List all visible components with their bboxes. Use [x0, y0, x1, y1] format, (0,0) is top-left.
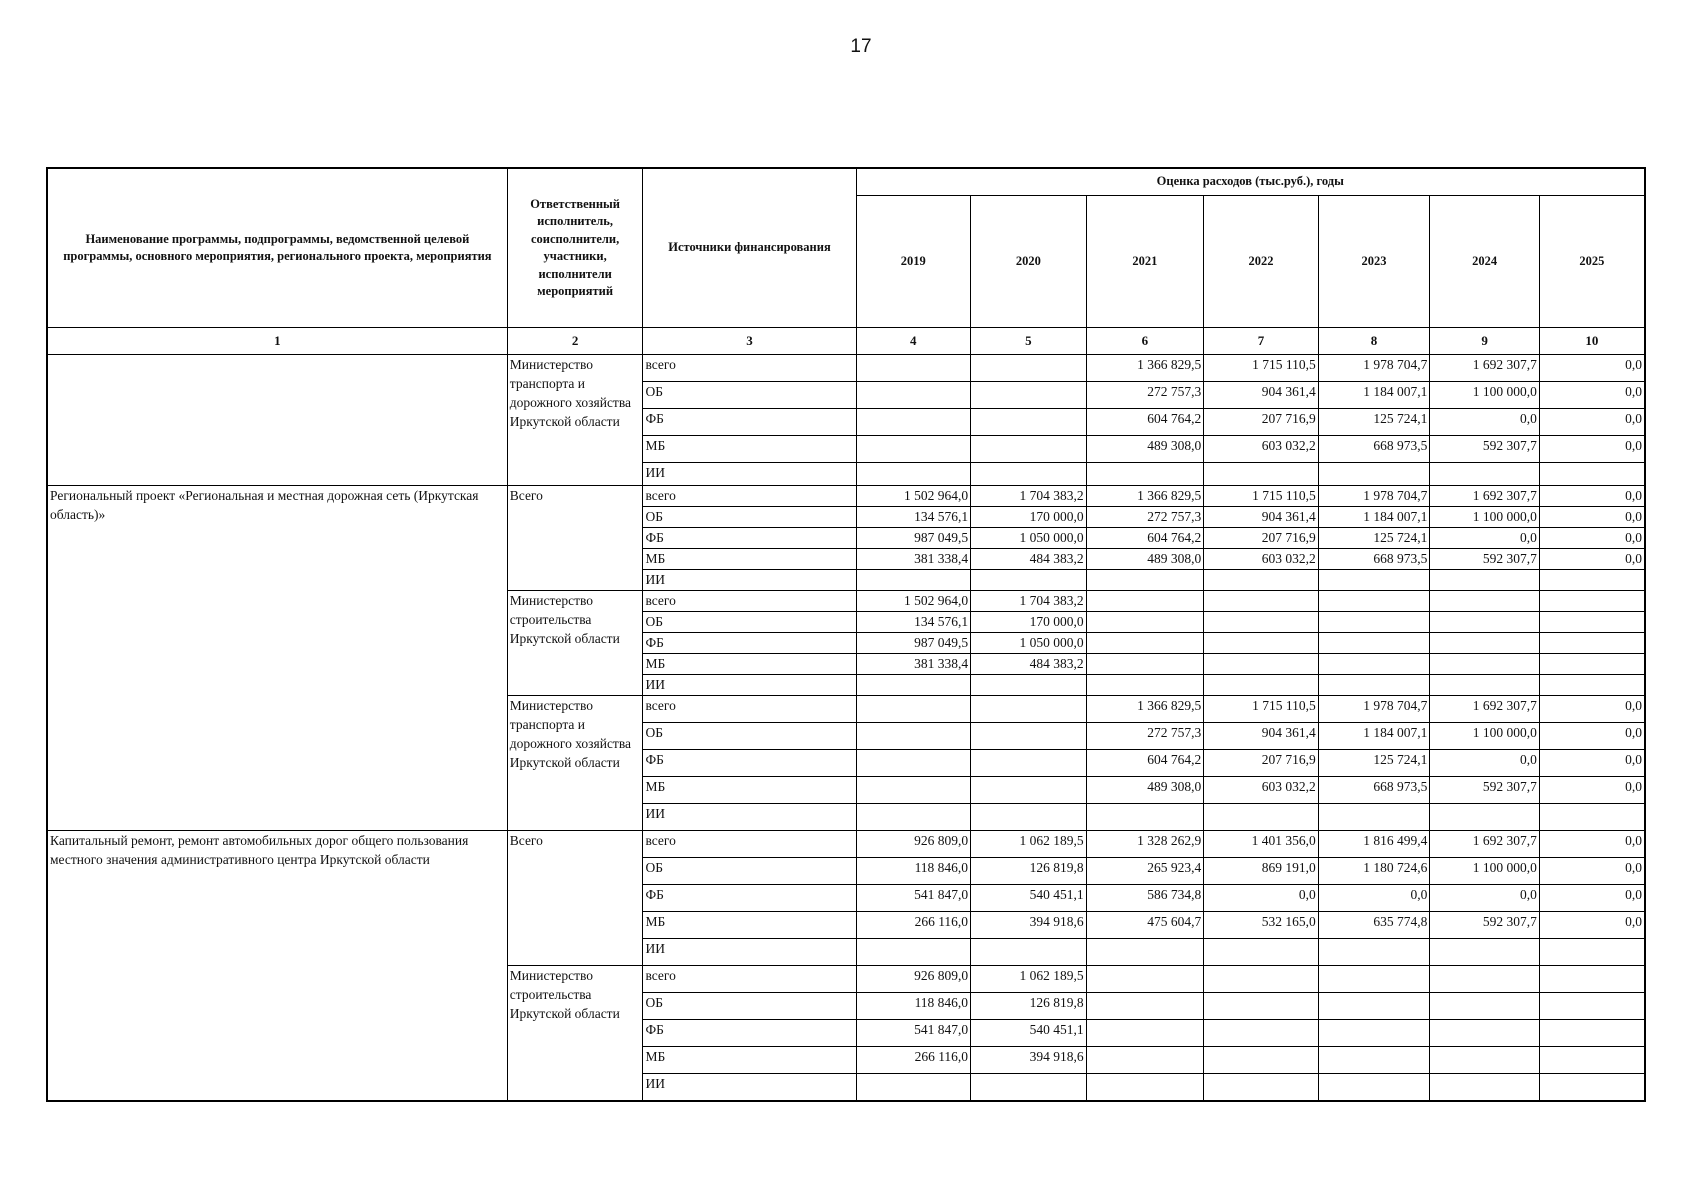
column-number: 1 [47, 328, 507, 355]
amount-cell: 604 764,2 [1086, 750, 1204, 777]
funding-source-cell: ОБ [643, 382, 856, 409]
amount-cell [1430, 463, 1540, 486]
amount-cell [1430, 993, 1540, 1020]
funding-source-cell: ИИ [643, 939, 856, 966]
amount-cell [1086, 633, 1204, 654]
amount-cell [971, 570, 1087, 591]
budget-table [46, 167, 1646, 1102]
table-row [47, 831, 1645, 858]
amount-cell [971, 463, 1087, 486]
amount-cell [1430, 591, 1540, 612]
header-year: 2020 [971, 196, 1087, 328]
funding-source-cell: всего [643, 591, 856, 612]
amount-cell: 0,0 [1539, 885, 1645, 912]
amount-cell: 1 184 007,1 [1318, 723, 1430, 750]
amount-cell: 266 116,0 [856, 1047, 971, 1074]
amount-cell: 394 918,6 [971, 912, 1087, 939]
funding-source-cell: ИИ [643, 804, 856, 831]
amount-cell: 125 724,1 [1318, 750, 1430, 777]
amount-cell [1318, 1047, 1430, 1074]
amount-cell: 170 000,0 [971, 507, 1087, 528]
amount-cell: 126 819,8 [971, 858, 1087, 885]
funding-source-cell: ИИ [643, 675, 856, 696]
amount-cell: 541 847,0 [856, 885, 971, 912]
amount-cell [1539, 654, 1645, 675]
amount-cell: 207 716,9 [1204, 528, 1319, 549]
amount-cell: 1 062 189,5 [971, 966, 1087, 993]
amount-cell [856, 570, 971, 591]
amount-cell: 869 191,0 [1204, 858, 1319, 885]
header-year: 2022 [1204, 196, 1319, 328]
amount-cell: 1 715 110,5 [1204, 486, 1319, 507]
amount-cell: 532 165,0 [1204, 912, 1319, 939]
amount-cell [971, 777, 1087, 804]
amount-cell [856, 804, 971, 831]
amount-cell [1430, 1074, 1540, 1102]
amount-cell [1204, 633, 1319, 654]
amount-cell [856, 777, 971, 804]
executor-cell: Министерство строительства Иркутской области [507, 591, 643, 696]
amount-cell: 592 307,7 [1430, 549, 1540, 570]
amount-cell [856, 1074, 971, 1102]
page-number: 17 [850, 36, 872, 57]
amount-cell: 1 978 704,7 [1318, 355, 1430, 382]
funding-source-cell: ОБ [643, 507, 856, 528]
header-funding-source: Источники финансирования [643, 168, 856, 328]
funding-source-cell: МБ [643, 654, 856, 675]
amount-cell [1204, 993, 1319, 1020]
amount-cell [1318, 993, 1430, 1020]
header-year: 2021 [1086, 196, 1204, 328]
funding-source-cell: ОБ [643, 858, 856, 885]
amount-cell: 540 451,1 [971, 1020, 1087, 1047]
amount-cell [1539, 993, 1645, 1020]
column-number: 3 [643, 328, 856, 355]
amount-cell: 0,0 [1539, 436, 1645, 463]
amount-cell: 266 116,0 [856, 912, 971, 939]
header-year: 2019 [856, 196, 971, 328]
amount-cell: 603 032,2 [1204, 436, 1319, 463]
amount-cell: 586 734,8 [1086, 885, 1204, 912]
amount-cell [1204, 654, 1319, 675]
executor-cell: Министерство транспорта и дорожного хозяйства Иркутской области [507, 696, 643, 831]
amount-cell: 926 809,0 [856, 831, 971, 858]
funding-source-cell: МБ [643, 912, 856, 939]
column-number: 4 [856, 328, 971, 355]
amount-cell: 207 716,9 [1204, 409, 1319, 436]
amount-cell [1086, 1074, 1204, 1102]
amount-cell: 1 978 704,7 [1318, 486, 1430, 507]
amount-cell: 0,0 [1539, 409, 1645, 436]
amount-cell: 489 308,0 [1086, 436, 1204, 463]
amount-cell: 381 338,4 [856, 549, 971, 570]
amount-cell: 635 774,8 [1318, 912, 1430, 939]
funding-source-cell: ОБ [643, 612, 856, 633]
amount-cell: 134 576,1 [856, 507, 971, 528]
amount-cell [1086, 804, 1204, 831]
column-number: 6 [1086, 328, 1204, 355]
amount-cell: 1 100 000,0 [1430, 723, 1540, 750]
amount-cell: 1 062 189,5 [971, 831, 1087, 858]
amount-cell: 1 715 110,5 [1204, 355, 1319, 382]
column-number: 2 [507, 328, 643, 355]
amount-cell: 0,0 [1204, 885, 1319, 912]
amount-cell: 1 050 000,0 [971, 528, 1087, 549]
program-name-cell: Региональный проект «Региональная и местная дорожная сеть (Иркутская область)» [47, 486, 507, 831]
table-header [47, 168, 1645, 355]
amount-cell [1430, 633, 1540, 654]
funding-source-cell: ОБ [643, 993, 856, 1020]
funding-source-cell: всего [643, 966, 856, 993]
amount-cell [1204, 1047, 1319, 1074]
amount-cell: 1 978 704,7 [1318, 696, 1430, 723]
amount-cell: 926 809,0 [856, 966, 971, 993]
amount-cell [856, 939, 971, 966]
amount-cell: 1 715 110,5 [1204, 696, 1319, 723]
amount-cell [1539, 463, 1645, 486]
amount-cell: 541 847,0 [856, 1020, 971, 1047]
amount-cell: 1 502 964,0 [856, 591, 971, 612]
header-year: 2024 [1430, 196, 1540, 328]
amount-cell [1539, 1074, 1645, 1102]
amount-cell: 603 032,2 [1204, 777, 1319, 804]
amount-cell [856, 696, 971, 723]
amount-cell [1086, 463, 1204, 486]
amount-cell [971, 1074, 1087, 1102]
amount-cell [1318, 633, 1430, 654]
funding-source-cell: МБ [643, 436, 856, 463]
column-number: 8 [1318, 328, 1430, 355]
amount-cell [856, 382, 971, 409]
amount-cell [1086, 1047, 1204, 1074]
amount-cell [1318, 966, 1430, 993]
amount-cell [1086, 612, 1204, 633]
amount-cell: 0,0 [1539, 696, 1645, 723]
amount-cell: 987 049,5 [856, 633, 971, 654]
amount-cell [1204, 612, 1319, 633]
funding-source-cell: всего [643, 355, 856, 382]
amount-cell: 1 502 964,0 [856, 486, 971, 507]
amount-cell: 0,0 [1539, 777, 1645, 804]
amount-cell: 484 383,2 [971, 549, 1087, 570]
funding-source-cell: ФБ [643, 885, 856, 912]
amount-cell: 489 308,0 [1086, 777, 1204, 804]
amount-cell: 0,0 [1539, 507, 1645, 528]
amount-cell: 1 184 007,1 [1318, 507, 1430, 528]
amount-cell [971, 409, 1087, 436]
amount-cell [1539, 675, 1645, 696]
amount-cell: 0,0 [1430, 528, 1540, 549]
amount-cell [856, 409, 971, 436]
funding-source-cell: ФБ [643, 1020, 856, 1047]
amount-cell [1539, 1020, 1645, 1047]
amount-cell [1539, 591, 1645, 612]
funding-source-cell: ИИ [643, 570, 856, 591]
amount-cell: 134 576,1 [856, 612, 971, 633]
amount-cell [1204, 463, 1319, 486]
amount-cell [1086, 654, 1204, 675]
amount-cell: 987 049,5 [856, 528, 971, 549]
amount-cell: 668 973,5 [1318, 777, 1430, 804]
amount-cell: 0,0 [1539, 486, 1645, 507]
amount-cell: 540 451,1 [971, 885, 1087, 912]
funding-source-cell: ФБ [643, 528, 856, 549]
amount-cell [1318, 1020, 1430, 1047]
executor-cell: Министерство строительства Иркутской области [507, 966, 643, 1102]
amount-cell: 904 361,4 [1204, 723, 1319, 750]
amount-cell [856, 675, 971, 696]
funding-source-cell: ИИ [643, 463, 856, 486]
amount-cell: 592 307,7 [1430, 912, 1540, 939]
header-cost-estimate: Оценка расходов (тыс.руб.), годы [856, 168, 1645, 196]
amount-cell [1539, 1047, 1645, 1074]
amount-cell [1318, 939, 1430, 966]
executor-cell: Всего [507, 831, 643, 966]
amount-cell [1430, 654, 1540, 675]
amount-cell: 668 973,5 [1318, 549, 1430, 570]
amount-cell [1318, 804, 1430, 831]
amount-cell [1539, 939, 1645, 966]
amount-cell: 1 366 829,5 [1086, 486, 1204, 507]
amount-cell: 1 816 499,4 [1318, 831, 1430, 858]
amount-cell [1539, 966, 1645, 993]
funding-source-cell: МБ [643, 777, 856, 804]
amount-cell [856, 463, 971, 486]
amount-cell: 125 724,1 [1318, 528, 1430, 549]
amount-cell [1430, 1020, 1540, 1047]
amount-cell: 0,0 [1430, 885, 1540, 912]
amount-cell: 1 100 000,0 [1430, 507, 1540, 528]
amount-cell [971, 750, 1087, 777]
amount-cell [1318, 591, 1430, 612]
amount-cell: 394 918,6 [971, 1047, 1087, 1074]
amount-cell: 118 846,0 [856, 993, 971, 1020]
amount-cell [1318, 675, 1430, 696]
amount-cell: 1 328 262,9 [1086, 831, 1204, 858]
amount-cell: 126 819,8 [971, 993, 1087, 1020]
amount-cell: 0,0 [1539, 912, 1645, 939]
funding-source-cell: всего [643, 831, 856, 858]
amount-cell [1086, 570, 1204, 591]
amount-cell: 592 307,7 [1430, 777, 1540, 804]
amount-cell [1430, 675, 1540, 696]
amount-cell [1318, 612, 1430, 633]
amount-cell [1318, 463, 1430, 486]
executor-cell: Всего [507, 486, 643, 591]
amount-cell: 484 383,2 [971, 654, 1087, 675]
funding-source-cell: ОБ [643, 723, 856, 750]
header-executor: Ответственный исполнитель, соисполнители, участники, исполнители мероприятий [507, 168, 643, 328]
amount-cell [971, 675, 1087, 696]
table-row [47, 355, 1645, 382]
amount-cell: 0,0 [1539, 723, 1645, 750]
amount-cell: 668 973,5 [1318, 436, 1430, 463]
amount-cell: 604 764,2 [1086, 528, 1204, 549]
amount-cell [1204, 1074, 1319, 1102]
amount-cell [1204, 1020, 1319, 1047]
amount-cell: 1 692 307,7 [1430, 831, 1540, 858]
amount-cell: 1 401 356,0 [1204, 831, 1319, 858]
amount-cell: 1 184 007,1 [1318, 382, 1430, 409]
amount-cell [1539, 570, 1645, 591]
funding-source-cell: ФБ [643, 750, 856, 777]
amount-cell [856, 436, 971, 463]
amount-cell [1430, 612, 1540, 633]
amount-cell: 118 846,0 [856, 858, 971, 885]
amount-cell: 0,0 [1539, 528, 1645, 549]
amount-cell: 207 716,9 [1204, 750, 1319, 777]
funding-source-cell: МБ [643, 1047, 856, 1074]
amount-cell: 475 604,7 [1086, 912, 1204, 939]
amount-cell [1204, 675, 1319, 696]
amount-cell: 1 692 307,7 [1430, 355, 1540, 382]
amount-cell: 1 050 000,0 [971, 633, 1087, 654]
amount-cell: 1 704 383,2 [971, 486, 1087, 507]
amount-cell [1318, 654, 1430, 675]
amount-cell [1086, 1020, 1204, 1047]
funding-source-cell: МБ [643, 549, 856, 570]
amount-cell [1318, 1074, 1430, 1102]
program-name-cell: Капитальный ремонт, ремонт автомобильных дорог общего пользования местного значения административного центра Иркутской области [47, 831, 507, 1102]
funding-source-cell: ФБ [643, 633, 856, 654]
column-number: 9 [1430, 328, 1540, 355]
funding-source-cell: всего [643, 696, 856, 723]
amount-cell: 489 308,0 [1086, 549, 1204, 570]
amount-cell [1204, 591, 1319, 612]
amount-cell: 125 724,1 [1318, 409, 1430, 436]
amount-cell: 1 366 829,5 [1086, 696, 1204, 723]
amount-cell [971, 804, 1087, 831]
header-year: 2023 [1318, 196, 1430, 328]
amount-cell: 904 361,4 [1204, 507, 1319, 528]
amount-cell: 604 764,2 [1086, 409, 1204, 436]
amount-cell: 272 757,3 [1086, 723, 1204, 750]
funding-source-cell: ФБ [643, 409, 856, 436]
amount-cell: 0,0 [1539, 858, 1645, 885]
amount-cell: 1 100 000,0 [1430, 382, 1540, 409]
amount-cell [971, 382, 1087, 409]
amount-cell [1318, 570, 1430, 591]
amount-cell [1539, 633, 1645, 654]
header-year: 2025 [1539, 196, 1645, 328]
amount-cell: 0,0 [1539, 355, 1645, 382]
funding-source-cell: ИИ [643, 1074, 856, 1102]
amount-cell [1430, 570, 1540, 591]
amount-cell [1204, 804, 1319, 831]
amount-cell [1430, 939, 1540, 966]
amount-cell: 1 100 000,0 [1430, 858, 1540, 885]
amount-cell [1430, 804, 1540, 831]
amount-cell: 0,0 [1318, 885, 1430, 912]
amount-cell: 603 032,2 [1204, 549, 1319, 570]
amount-cell: 0,0 [1539, 549, 1645, 570]
amount-cell: 381 338,4 [856, 654, 971, 675]
column-number: 5 [971, 328, 1087, 355]
executor-cell: Министерство транспорта и дорожного хозяйства Иркутской области [507, 355, 643, 486]
amount-cell [1539, 612, 1645, 633]
amount-cell [1204, 939, 1319, 966]
amount-cell [971, 355, 1087, 382]
amount-cell: 0,0 [1430, 409, 1540, 436]
amount-cell [1086, 993, 1204, 1020]
amount-cell: 1 692 307,7 [1430, 486, 1540, 507]
amount-cell: 1 692 307,7 [1430, 696, 1540, 723]
amount-cell: 272 757,3 [1086, 507, 1204, 528]
amount-cell [1086, 591, 1204, 612]
amount-cell [1086, 675, 1204, 696]
column-number: 10 [1539, 328, 1645, 355]
amount-cell [1204, 966, 1319, 993]
amount-cell: 272 757,3 [1086, 382, 1204, 409]
amount-cell: 1 366 829,5 [1086, 355, 1204, 382]
column-number: 7 [1204, 328, 1319, 355]
amount-cell: 1 180 724,6 [1318, 858, 1430, 885]
amount-cell: 0,0 [1539, 750, 1645, 777]
amount-cell: 265 923,4 [1086, 858, 1204, 885]
amount-cell: 170 000,0 [971, 612, 1087, 633]
amount-cell [1430, 966, 1540, 993]
amount-cell: 0,0 [1430, 750, 1540, 777]
amount-cell [1204, 570, 1319, 591]
amount-cell [971, 723, 1087, 750]
amount-cell [1086, 939, 1204, 966]
amount-cell [856, 750, 971, 777]
program-name-cell [47, 355, 507, 486]
header-program-name: Наименование программы, подпрограммы, ведомственной целевой программы, основного мероприятия, регионального проекта, мероприятия [47, 168, 507, 328]
amount-cell [971, 436, 1087, 463]
amount-cell: 0,0 [1539, 831, 1645, 858]
amount-cell [971, 696, 1087, 723]
amount-cell [1430, 1047, 1540, 1074]
amount-cell: 0,0 [1539, 382, 1645, 409]
amount-cell [1539, 804, 1645, 831]
amount-cell: 592 307,7 [1430, 436, 1540, 463]
amount-cell [1086, 966, 1204, 993]
amount-cell [856, 723, 971, 750]
amount-cell: 1 704 383,2 [971, 591, 1087, 612]
table-row [47, 486, 1645, 507]
funding-source-cell: всего [643, 486, 856, 507]
amount-cell [856, 355, 971, 382]
table-body [47, 355, 1645, 1102]
amount-cell: 904 361,4 [1204, 382, 1319, 409]
amount-cell [971, 939, 1087, 966]
